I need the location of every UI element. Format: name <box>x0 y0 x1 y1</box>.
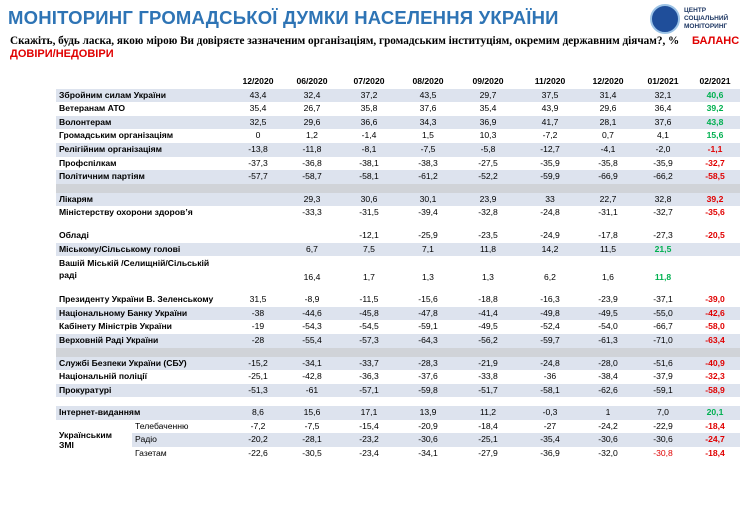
cell: 35,4 <box>249 103 267 114</box>
table-row <box>56 357 740 371</box>
table-row <box>56 334 740 348</box>
cell: -56,2 <box>456 334 520 348</box>
cell: -12,7 <box>520 143 580 157</box>
cell: 11,2 <box>456 406 520 420</box>
column-header: 01/2021 <box>647 76 679 86</box>
balance-cell: 20,1 <box>690 406 740 420</box>
cell: -31,5 <box>359 207 379 218</box>
cell: -35,8 <box>598 157 618 168</box>
cell: -17,8 <box>598 229 618 240</box>
cell: 10,3 <box>479 130 497 141</box>
row-label: Збройним силам України <box>56 89 230 103</box>
cell: -11,5 <box>359 294 379 305</box>
cell: 29,3 <box>286 193 338 207</box>
table-row <box>56 116 740 130</box>
cell: 7,5 <box>338 243 400 257</box>
table-row <box>56 157 740 171</box>
cell: -22,9 <box>653 420 673 431</box>
trust-balance-table <box>56 75 740 461</box>
cell: 11,5 <box>580 243 636 257</box>
cell: -23,4 <box>359 448 379 459</box>
row-label: Вашій Міській /Селищній/Сільській раді <box>59 258 210 281</box>
cell: -58,1 <box>338 170 400 184</box>
cell: 1,3 <box>482 272 494 283</box>
column-header: 07/2020 <box>353 76 385 86</box>
cell: 28,1 <box>580 116 636 130</box>
cell: 1,2 <box>306 130 318 141</box>
cell: 29,6 <box>599 103 617 114</box>
row-label: Міському/Сільському голові <box>56 243 230 257</box>
table-row <box>56 243 740 257</box>
cell <box>230 206 286 220</box>
cell: 30,6 <box>338 193 400 207</box>
cell: 36,4 <box>654 103 672 114</box>
column-header: 06/2020 <box>296 76 328 86</box>
cell: -55,4 <box>286 334 338 348</box>
organization-logo <box>650 4 750 34</box>
cell: 4,1 <box>657 130 669 141</box>
cell <box>230 229 286 243</box>
cell: 0,7 <box>602 130 614 141</box>
cell: -15,4 <box>359 420 379 431</box>
cell: -37,9 <box>653 371 673 382</box>
row-label: Кабінету Міністрів України <box>59 321 172 332</box>
cell: -37,1 <box>653 294 673 305</box>
cell: -61,2 <box>400 170 456 184</box>
section-gap <box>56 284 740 293</box>
cell: -27,3 <box>653 229 673 240</box>
cell: -38,4 <box>598 371 618 382</box>
cell <box>230 193 286 207</box>
cell: -51,7 <box>456 384 520 398</box>
row-label: Ветеранам АТО <box>59 103 126 114</box>
cell: 26,7 <box>303 103 321 114</box>
cell: -24,9 <box>540 229 560 240</box>
cell: 37,2 <box>338 89 400 103</box>
cell: -27 <box>543 420 557 431</box>
row-label: Інтернет-виданням <box>56 406 230 420</box>
cell: 14,2 <box>520 243 580 257</box>
section-divider <box>56 184 740 193</box>
media-subtable <box>56 420 230 461</box>
cell: -57,7 <box>230 170 286 184</box>
column-header: 11/2020 <box>534 76 566 86</box>
logo-text: ЦЕНТР СОЦІАЛЬНИЙ МОНІТОРИНГ <box>684 7 729 30</box>
cell: 30,1 <box>400 193 456 207</box>
balance-cell: -24,7 <box>690 433 740 447</box>
cell: 22,7 <box>580 193 636 207</box>
table-row <box>56 370 740 384</box>
balance-cell: 39,2 <box>690 193 740 207</box>
section-gap <box>56 397 740 406</box>
table-row <box>56 206 740 220</box>
cell: -41,4 <box>456 307 520 321</box>
cell: 7,0 <box>636 406 690 420</box>
cell: 32,1 <box>636 89 690 103</box>
cell: -58,1 <box>520 384 580 398</box>
cell: -25,1 <box>456 433 520 447</box>
cell: -28,3 <box>400 357 456 371</box>
row-label: Міністерству охорони здоров’я <box>59 207 193 218</box>
table-row <box>56 406 740 420</box>
cell: 15,6 <box>286 406 338 420</box>
cell: -16,3 <box>540 294 560 305</box>
cell: 6,2 <box>544 272 556 283</box>
row-label: Газетам <box>135 448 167 459</box>
cell: 43,9 <box>541 103 559 114</box>
cell: -23,2 <box>338 433 400 447</box>
cell: -36,3 <box>359 371 379 382</box>
cell: 37,6 <box>636 116 690 130</box>
balance-cell: 43,8 <box>690 116 740 130</box>
balance-cell: -42,6 <box>690 307 740 321</box>
cell: -57,3 <box>338 334 400 348</box>
table-row <box>56 129 740 143</box>
cell: 35,8 <box>360 103 378 114</box>
balance-cell: 11,8 <box>654 272 672 283</box>
section-divider <box>56 348 740 357</box>
cell: -35,9 <box>653 157 673 168</box>
cell: -7,2 <box>542 130 558 141</box>
cell: 7,1 <box>400 243 456 257</box>
cell: -25,1 <box>248 371 268 382</box>
balance-cell: -58,0 <box>705 321 725 332</box>
cell: 6,7 <box>286 243 338 257</box>
cell: -28,0 <box>580 357 636 371</box>
cell: 16,4 <box>303 272 321 283</box>
table-row <box>56 193 740 207</box>
cell: -54,3 <box>302 321 322 332</box>
cell: -54,0 <box>598 321 618 332</box>
cell: -55,0 <box>636 307 690 321</box>
cell: -38,3 <box>418 157 438 168</box>
row-label: Профспілкам <box>59 157 117 168</box>
cell: -38,1 <box>359 157 379 168</box>
balance-cell: -32,7 <box>705 157 725 168</box>
cell: -33,8 <box>478 371 498 382</box>
cell: -32,8 <box>478 207 498 218</box>
cell: -35,9 <box>540 157 560 168</box>
cell: -71,0 <box>636 334 690 348</box>
cell: -35,4 <box>520 433 580 447</box>
cell: 36,9 <box>456 116 520 130</box>
cell: -7,2 <box>250 420 266 431</box>
row-label: Телебаченню <box>135 420 189 431</box>
table-row <box>56 307 740 321</box>
cell: -52,4 <box>540 321 560 332</box>
row-label: Прокуратурі <box>56 384 230 398</box>
cell: -30,8 <box>653 448 673 459</box>
cell: -27,9 <box>478 448 498 459</box>
cell: -30,6 <box>580 433 636 447</box>
balance-label: БАЛАНС ДОВІРИ/НЕДОВІРИ <box>10 35 740 60</box>
cell: 33 <box>520 193 580 207</box>
cell: -1,4 <box>361 130 377 141</box>
cell: 29,6 <box>286 116 338 130</box>
cell: -27,5 <box>478 157 498 168</box>
row-label: Політичним партіям <box>56 170 230 184</box>
balance-cell: -18,4 <box>705 448 725 459</box>
cell: -21,9 <box>456 357 520 371</box>
balance-cell: -58,9 <box>690 384 740 398</box>
cell: 41,7 <box>520 116 580 130</box>
cell: -36,8 <box>302 157 322 168</box>
row-label: Лікарям <box>56 193 230 207</box>
section-gap <box>56 220 740 229</box>
cell <box>230 243 286 257</box>
page-title: МОНІТОРИНГ ГРОМАДСЬКОЇ ДУМКИ НАСЕЛЕННЯ УКРАЇНИ <box>8 7 559 28</box>
cell: -34,1 <box>286 357 338 371</box>
cell: -33,7 <box>338 357 400 371</box>
cell: -39,4 <box>418 207 438 218</box>
cell: -66,9 <box>580 170 636 184</box>
cell: -66,7 <box>653 321 673 332</box>
cell: 1 <box>580 406 636 420</box>
cell: -5,8 <box>456 143 520 157</box>
cell: 1,3 <box>422 272 434 283</box>
cell: 13,9 <box>400 406 456 420</box>
row-label: Верховній Раді України <box>56 334 230 348</box>
table-row <box>56 256 740 284</box>
cell: -23,5 <box>478 229 498 240</box>
cell: 31,5 <box>249 294 267 305</box>
cell: -30,6 <box>400 433 456 447</box>
row-label: Волонтерам <box>56 116 230 130</box>
cell: -59,8 <box>400 384 456 398</box>
cell: -44,6 <box>286 307 338 321</box>
cell: -24,8 <box>540 207 560 218</box>
table-row <box>56 384 740 398</box>
table-row <box>56 89 740 103</box>
cell: -59,7 <box>520 334 580 348</box>
cell: 43,4 <box>230 89 286 103</box>
cell: 29,7 <box>456 89 520 103</box>
balance-cell: -35,6 <box>705 207 725 218</box>
cell: -7,5 <box>400 143 456 157</box>
column-header: 02/2021 <box>699 76 731 86</box>
cell: -24,8 <box>520 357 580 371</box>
cell: -19 <box>251 321 265 332</box>
cell: 0 <box>255 130 261 141</box>
cell: -18,4 <box>478 420 498 431</box>
cell: 32,5 <box>230 116 286 130</box>
row-label: Громадським організаціям <box>59 130 174 141</box>
cell <box>230 256 286 284</box>
cell: -37,6 <box>418 371 438 382</box>
cell: -59,1 <box>636 384 690 398</box>
cell: -18,8 <box>478 294 498 305</box>
balance-cell: 21,5 <box>636 243 690 257</box>
cell: -8,9 <box>304 294 320 305</box>
cell: -7,5 <box>304 420 320 431</box>
cell: -42,8 <box>302 371 322 382</box>
cell: -59,9 <box>520 170 580 184</box>
table-row <box>56 229 740 243</box>
table-row <box>56 293 740 307</box>
cell: -31,1 <box>598 207 618 218</box>
question-text: Скажіть, будь ласка, якою мірою Ви довіряєте зазначеним організаціям, громадським інституціям, окремим державним діячам?, % <box>10 35 680 47</box>
cell: -36,9 <box>540 448 560 459</box>
column-header: 12/2020 <box>242 76 274 86</box>
logo-emblem-icon <box>650 4 680 34</box>
table-row <box>56 143 740 157</box>
cell: -36 <box>543 371 557 382</box>
cell: 11,8 <box>456 243 520 257</box>
cell: -57,1 <box>338 384 400 398</box>
cell: -4,1 <box>580 143 636 157</box>
cell: 1,7 <box>363 272 375 283</box>
cell: -62,6 <box>580 384 636 398</box>
balance-cell: -58,5 <box>690 170 740 184</box>
cell: -15,6 <box>418 294 438 305</box>
balance-cell: 15,6 <box>706 130 724 141</box>
cell: -38 <box>230 307 286 321</box>
balance-cell: -1,1 <box>690 143 740 157</box>
cell: 17,1 <box>338 406 400 420</box>
cell: 32,8 <box>636 193 690 207</box>
cell: -13,8 <box>230 143 286 157</box>
cell: -32,0 <box>598 448 618 459</box>
cell: -30,5 <box>302 448 322 459</box>
cell: -61,3 <box>580 334 636 348</box>
cell: -23,9 <box>598 294 618 305</box>
cell: 34,3 <box>400 116 456 130</box>
cell: -8,1 <box>338 143 400 157</box>
row-label: Службі Безпеки України (СБУ) <box>56 357 230 371</box>
cell: -61 <box>286 384 338 398</box>
balance-cell: -32,3 <box>705 371 725 382</box>
table-row <box>56 102 740 116</box>
cell: -49,5 <box>580 307 636 321</box>
cell: -45,8 <box>338 307 400 321</box>
balance-cell: -40,9 <box>690 357 740 371</box>
balance-cell: -18,4 <box>705 420 725 431</box>
cell: -24,2 <box>598 420 618 431</box>
cell: -54,5 <box>359 321 379 332</box>
row-label: Радіо <box>132 433 230 447</box>
cell: -28 <box>230 334 286 348</box>
row-label: Обладі <box>59 229 89 240</box>
table-row <box>56 320 740 334</box>
cell: -12,1 <box>359 229 379 240</box>
column-header: 09/2020 <box>472 76 504 86</box>
row-label: Національній поліції <box>59 371 148 382</box>
cell: -37,3 <box>248 157 268 168</box>
cell: -2,0 <box>636 143 690 157</box>
cell: 36,6 <box>338 116 400 130</box>
cell: -30,6 <box>636 433 690 447</box>
cell: 1,5 <box>422 130 434 141</box>
cell: -28,1 <box>286 433 338 447</box>
cell: 37,6 <box>419 103 437 114</box>
cell: -49,5 <box>478 321 498 332</box>
cell <box>286 229 338 243</box>
balance-cell: -20,5 <box>705 229 725 240</box>
row-label: Релігійним організаціям <box>56 143 230 157</box>
row-label: Національному Банку України <box>56 307 230 321</box>
cell: -33,3 <box>302 207 322 218</box>
row-label: Президенту України В. Зеленському <box>59 294 214 305</box>
table-header-row <box>56 75 740 89</box>
cell: -64,3 <box>400 334 456 348</box>
cell: -34,1 <box>418 448 438 459</box>
table-row <box>56 420 740 434</box>
cell: -66,2 <box>636 170 690 184</box>
cell: -0,3 <box>520 406 580 420</box>
survey-question <box>10 35 750 61</box>
column-header: 08/2020 <box>412 76 444 86</box>
column-header: 12/2020 <box>592 76 624 86</box>
cell: -47,8 <box>400 307 456 321</box>
cell: -20,2 <box>230 433 286 447</box>
media-group-label: Українським ЗМІ <box>59 430 112 451</box>
cell: -51,6 <box>636 357 690 371</box>
cell: 32,4 <box>286 89 338 103</box>
cell: 37,5 <box>520 89 580 103</box>
cell: 31,4 <box>580 89 636 103</box>
cell: -59,1 <box>418 321 438 332</box>
cell: -52,2 <box>456 170 520 184</box>
cell: -32,7 <box>653 207 673 218</box>
cell: 1,6 <box>602 272 614 283</box>
balance-cell: -39,0 <box>705 294 725 305</box>
cell: 23,9 <box>456 193 520 207</box>
cell: -11,8 <box>286 143 338 157</box>
cell: -51,3 <box>230 384 286 398</box>
balance-cell: -63,4 <box>690 334 740 348</box>
table-row <box>56 170 740 184</box>
balance-cell: 39,2 <box>706 103 724 114</box>
cell: 35,4 <box>479 103 497 114</box>
balance-cell: 40,6 <box>690 89 740 103</box>
cell: -25,9 <box>418 229 438 240</box>
cell: -22,6 <box>248 448 268 459</box>
cell: 8,6 <box>230 406 286 420</box>
cell: 43,5 <box>400 89 456 103</box>
cell: -20,9 <box>418 420 438 431</box>
cell: -49,8 <box>520 307 580 321</box>
cell: -58,7 <box>286 170 338 184</box>
cell: -15,2 <box>230 357 286 371</box>
